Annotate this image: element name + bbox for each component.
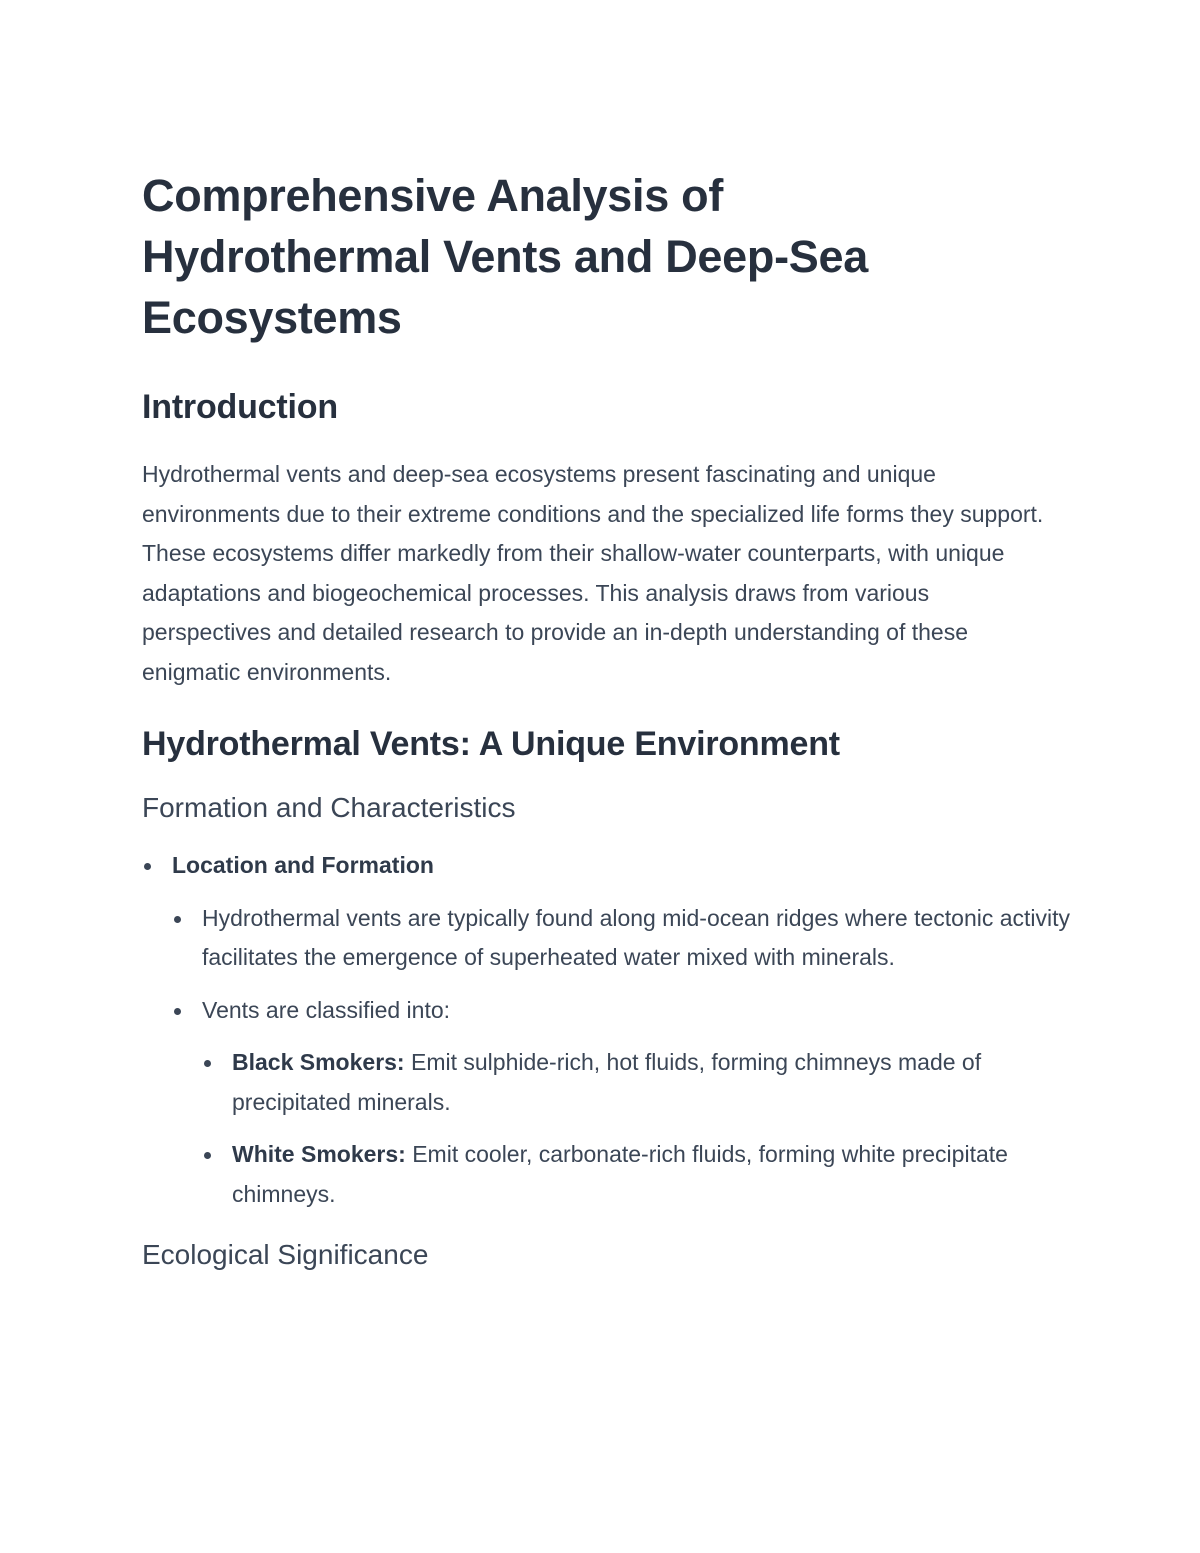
- hydrothermal-vents-heading: Hydrothermal Vents: A Unique Environment: [142, 725, 840, 763]
- bullet-icon: [174, 1008, 181, 1015]
- list-item-location: [142, 846, 1072, 1214]
- bullet-icon: [204, 1152, 211, 1159]
- location-label: Location and Formation: [172, 852, 434, 878]
- ecological-significance-heading: Ecological Significance: [142, 1239, 429, 1270]
- introduction-paragraph: Hydrothermal vents and deep-sea ecosystems present fascinating and unique environments due to their extreme conditions and the specialized life forms they support. These ecosystems differ markedly from their shallow-water counterparts, with unique adaptations and biogeochemical processes. This analysis draws from various perspectives and detailed research to provide an in-depth understanding of these enigmatic environments.: [142, 461, 1044, 685]
- white-smokers-label: White Smokers:: [232, 1141, 406, 1167]
- ridges-text: Hydrothermal vents are typically found along mid-ocean ridges where tectonic activity facilitates the emergence of superheated water mixed with minerals.: [202, 904, 1071, 970]
- bullet-icon: [204, 1060, 211, 1067]
- list-item-black-smokers: [202, 1043, 1042, 1122]
- list-item-classified: [172, 991, 1072, 1215]
- formation-list: [142, 846, 1072, 1214]
- document-page: [142, 165, 1072, 1274]
- black-smokers-text: Emit sulphide-rich, hot fluids, forming chimneys made of precipitated minerals.: [232, 1049, 982, 1115]
- location-sublist: [172, 899, 1072, 1215]
- bullet-icon: [174, 916, 181, 923]
- list-item-white-smokers: [202, 1135, 1042, 1214]
- introduction-heading: Introduction: [142, 388, 338, 426]
- bullet-icon: [144, 863, 151, 870]
- black-smokers-label: Black Smokers:: [232, 1049, 405, 1075]
- list-item-ridges: [172, 899, 1072, 978]
- vent-types-list: [202, 1043, 1072, 1214]
- white-smokers-text: Emit cooler, carbonate-rich fluids, forming white precipitate chimneys.: [232, 1141, 1008, 1207]
- formation-heading: Formation and Characteristics: [142, 792, 516, 823]
- document-title: Comprehensive Analysis of Hydrothermal Vents and Deep-Sea Ecosystems: [142, 170, 868, 343]
- classified-text: Vents are classified into:: [202, 996, 451, 1023]
